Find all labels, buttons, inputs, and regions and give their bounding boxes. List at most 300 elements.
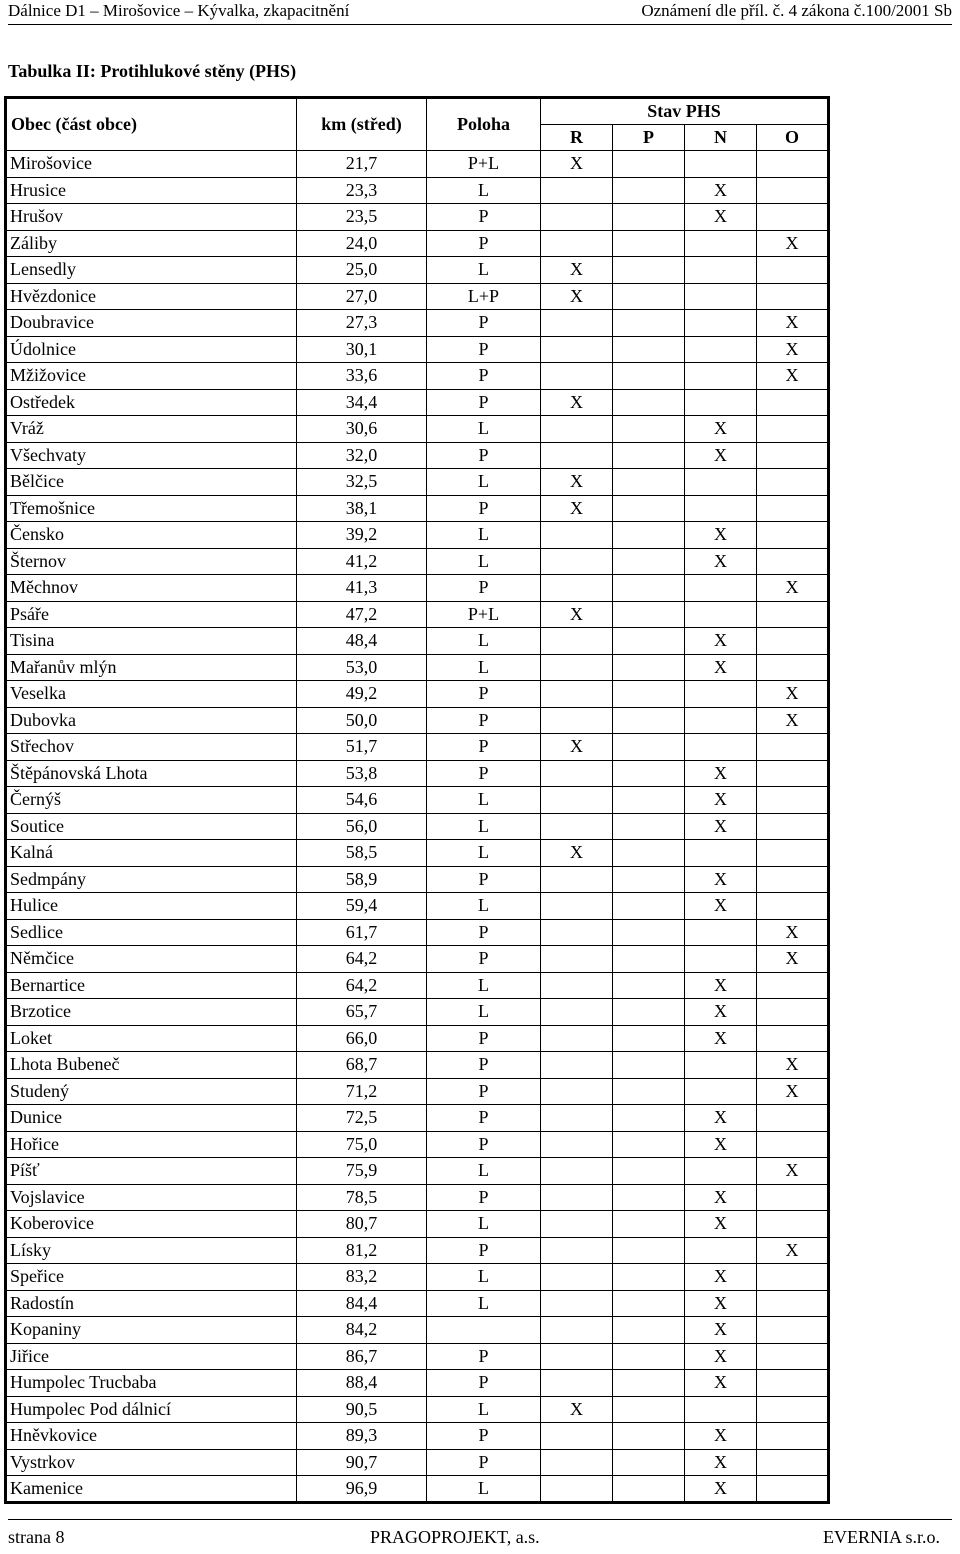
cell-km: 89,3	[297, 1423, 427, 1450]
cell-poloha: P	[427, 866, 541, 893]
cell-stav-n	[685, 575, 757, 602]
cell-obec: Černýš	[6, 787, 297, 814]
cell-stav-p	[613, 1078, 685, 1105]
cell-stav-n	[685, 1237, 757, 1264]
cell-stav-n	[685, 495, 757, 522]
cell-stav-o	[757, 1396, 829, 1423]
cell-obec: Štěpánovská Lhota	[6, 760, 297, 787]
cell-stav-r	[541, 681, 613, 708]
table-body	[6, 151, 829, 1503]
cell-km: 53,8	[297, 760, 427, 787]
cell-stav-n	[685, 389, 757, 416]
cell-obec: Loket	[6, 1025, 297, 1052]
cell-poloha: P	[427, 442, 541, 469]
cell-poloha: L	[427, 522, 541, 549]
cell-stav-n	[685, 283, 757, 310]
cell-stav-p	[613, 1211, 685, 1238]
cell-stav-o	[757, 1370, 829, 1397]
cell-stav-r	[541, 1423, 613, 1450]
cell-km: 72,5	[297, 1105, 427, 1132]
cell-poloha: P	[427, 204, 541, 231]
table-row	[6, 893, 829, 920]
cell-stav-n: X	[685, 1449, 757, 1476]
cell-obec: Vojslavice	[6, 1184, 297, 1211]
cell-stav-n	[685, 919, 757, 946]
cell-stav-r	[541, 1317, 613, 1344]
cell-obec: Brzotice	[6, 999, 297, 1026]
cell-stav-o	[757, 442, 829, 469]
cell-poloha: L	[427, 1158, 541, 1185]
cell-stav-o: X	[757, 707, 829, 734]
cell-stav-r: X	[541, 283, 613, 310]
cell-stav-o	[757, 893, 829, 920]
cell-poloha: L+P	[427, 283, 541, 310]
cell-stav-r	[541, 1211, 613, 1238]
footer-company-center: PRAGOPROJEKT, a.s.	[370, 1527, 540, 1547]
cell-stav-p	[613, 230, 685, 257]
cell-poloha: P	[427, 230, 541, 257]
table-row	[6, 999, 829, 1026]
cell-obec: Kamenice	[6, 1476, 297, 1503]
cell-poloha: L	[427, 840, 541, 867]
table-row	[6, 628, 829, 655]
cell-stav-o	[757, 1290, 829, 1317]
cell-stav-n	[685, 257, 757, 284]
cell-stav-n: X	[685, 893, 757, 920]
table-row	[6, 257, 829, 284]
cell-stav-p	[613, 283, 685, 310]
cell-km: 38,1	[297, 495, 427, 522]
cell-poloha: L	[427, 628, 541, 655]
cell-stav-r	[541, 1264, 613, 1291]
cell-km: 81,2	[297, 1237, 427, 1264]
cell-poloha: P	[427, 1184, 541, 1211]
table-row	[6, 336, 829, 363]
cell-poloha: P	[427, 495, 541, 522]
cell-stav-p	[613, 1370, 685, 1397]
table-row	[6, 522, 829, 549]
cell-stav-o: X	[757, 946, 829, 973]
cell-stav-p	[613, 1131, 685, 1158]
cell-stav-o: X	[757, 1237, 829, 1264]
cell-stav-n: X	[685, 1264, 757, 1291]
cell-stav-n	[685, 336, 757, 363]
cell-obec: Němčice	[6, 946, 297, 973]
cell-stav-r: X	[541, 601, 613, 628]
header-left-text: Dálnice D1 – Mirošovice – Kývalka, zkapacitnění	[8, 1, 350, 20]
table-row	[6, 1423, 829, 1450]
cell-km: 75,0	[297, 1131, 427, 1158]
cell-km: 68,7	[297, 1052, 427, 1079]
cell-stav-p	[613, 919, 685, 946]
cell-obec: Všechvaty	[6, 442, 297, 469]
cell-obec: Mžižovice	[6, 363, 297, 390]
table-row	[6, 1370, 829, 1397]
table-row	[6, 787, 829, 814]
cell-obec: Třemošnice	[6, 495, 297, 522]
cell-stav-p	[613, 601, 685, 628]
cell-stav-r	[541, 1078, 613, 1105]
cell-stav-p	[613, 1105, 685, 1132]
table-row	[6, 416, 829, 443]
table-row	[6, 840, 829, 867]
cell-stav-p	[613, 257, 685, 284]
col-header-poloha: Poloha	[427, 98, 541, 151]
cell-stav-o	[757, 1343, 829, 1370]
cell-stav-r	[541, 522, 613, 549]
table-row	[6, 151, 829, 178]
col-header-o: O	[757, 124, 829, 151]
table-row	[6, 469, 829, 496]
table-row	[6, 548, 829, 575]
cell-obec: Lísky	[6, 1237, 297, 1264]
table-title: Tabulka II: Protihlukové stěny (PHS)	[8, 61, 297, 81]
cell-poloha: L	[427, 1264, 541, 1291]
cell-km: 75,9	[297, 1158, 427, 1185]
cell-stav-o	[757, 1131, 829, 1158]
cell-stav-p	[613, 1396, 685, 1423]
cell-stav-o	[757, 548, 829, 575]
cell-km: 53,0	[297, 654, 427, 681]
table-row	[6, 1211, 829, 1238]
cell-km: 30,6	[297, 416, 427, 443]
cell-stav-r	[541, 548, 613, 575]
cell-poloha: L	[427, 1476, 541, 1503]
cell-km: 27,0	[297, 283, 427, 310]
cell-km: 96,9	[297, 1476, 427, 1503]
table-row	[6, 946, 829, 973]
table-row	[6, 1317, 829, 1344]
cell-stav-o	[757, 416, 829, 443]
cell-stav-r: X	[541, 1396, 613, 1423]
cell-km: 24,0	[297, 230, 427, 257]
cell-stav-r	[541, 230, 613, 257]
cell-obec: Humpolec Pod dálnicí	[6, 1396, 297, 1423]
cell-obec: Píšť	[6, 1158, 297, 1185]
footer-company-right: EVERNIA s.r.o.	[823, 1527, 940, 1547]
cell-km: 54,6	[297, 787, 427, 814]
table-row	[6, 866, 829, 893]
cell-km: 25,0	[297, 257, 427, 284]
cell-stav-n	[685, 1396, 757, 1423]
cell-stav-n: X	[685, 760, 757, 787]
cell-obec: Mirošovice	[6, 151, 297, 178]
table-row	[6, 283, 829, 310]
cell-stav-r	[541, 1158, 613, 1185]
cell-obec: Čensko	[6, 522, 297, 549]
cell-obec: Dunice	[6, 1105, 297, 1132]
cell-stav-r	[541, 1184, 613, 1211]
cell-stav-p	[613, 1476, 685, 1503]
cell-stav-o	[757, 866, 829, 893]
table-row	[6, 601, 829, 628]
cell-stav-o	[757, 601, 829, 628]
cell-stav-p	[613, 310, 685, 337]
cell-stav-o	[757, 283, 829, 310]
cell-stav-o	[757, 1449, 829, 1476]
cell-km: 21,7	[297, 151, 427, 178]
table-row	[6, 575, 829, 602]
cell-km: 78,5	[297, 1184, 427, 1211]
table-row	[6, 389, 829, 416]
cell-stav-n: X	[685, 1211, 757, 1238]
table-row	[6, 972, 829, 999]
col-header-stav: Stav PHS	[541, 98, 829, 125]
cell-obec: Radostín	[6, 1290, 297, 1317]
cell-stav-r	[541, 760, 613, 787]
cell-stav-r	[541, 654, 613, 681]
cell-km: 47,2	[297, 601, 427, 628]
table-row	[6, 1105, 829, 1132]
cell-poloha: P	[427, 336, 541, 363]
cell-obec: Lensedly	[6, 257, 297, 284]
cell-poloha: L	[427, 177, 541, 204]
cell-km: 51,7	[297, 734, 427, 761]
cell-stav-o	[757, 628, 829, 655]
cell-stav-n	[685, 946, 757, 973]
cell-poloha: L	[427, 787, 541, 814]
cell-stav-o	[757, 1184, 829, 1211]
cell-obec: Tisina	[6, 628, 297, 655]
cell-stav-o	[757, 1317, 829, 1344]
cell-obec: Vystrkov	[6, 1449, 297, 1476]
cell-km: 30,1	[297, 336, 427, 363]
cell-stav-n	[685, 681, 757, 708]
cell-stav-p	[613, 575, 685, 602]
cell-km: 48,4	[297, 628, 427, 655]
cell-obec: Hulice	[6, 893, 297, 920]
table-row	[6, 813, 829, 840]
cell-obec: Hrusice	[6, 177, 297, 204]
table-header-row-top	[6, 98, 829, 125]
cell-obec: Sedlice	[6, 919, 297, 946]
cell-stav-p	[613, 151, 685, 178]
cell-stav-p	[613, 363, 685, 390]
table-row	[6, 1476, 829, 1503]
cell-stav-p	[613, 469, 685, 496]
table-row	[6, 442, 829, 469]
cell-stav-p	[613, 707, 685, 734]
cell-stav-r	[541, 787, 613, 814]
cell-stav-n: X	[685, 628, 757, 655]
cell-obec: Sedmpány	[6, 866, 297, 893]
cell-stav-r	[541, 177, 613, 204]
cell-stav-o: X	[757, 1158, 829, 1185]
cell-stav-r	[541, 1131, 613, 1158]
cell-stav-n: X	[685, 1290, 757, 1317]
cell-stav-o	[757, 469, 829, 496]
cell-obec: Koberovice	[6, 1211, 297, 1238]
cell-stav-n: X	[685, 787, 757, 814]
cell-stav-r	[541, 628, 613, 655]
cell-stav-p	[613, 389, 685, 416]
cell-stav-o	[757, 734, 829, 761]
cell-poloha: P	[427, 919, 541, 946]
table-row	[6, 1158, 829, 1185]
cell-km: 50,0	[297, 707, 427, 734]
cell-poloha: P	[427, 1078, 541, 1105]
cell-obec: Bernartice	[6, 972, 297, 999]
table-row	[6, 230, 829, 257]
cell-obec: Hněvkovice	[6, 1423, 297, 1450]
cell-stav-p	[613, 495, 685, 522]
cell-obec: Šternov	[6, 548, 297, 575]
cell-stav-r	[541, 1370, 613, 1397]
cell-stav-n	[685, 840, 757, 867]
cell-stav-o	[757, 389, 829, 416]
cell-stav-r: X	[541, 734, 613, 761]
table-row	[6, 734, 829, 761]
cell-stav-o	[757, 787, 829, 814]
cell-stav-n	[685, 707, 757, 734]
cell-km: 88,4	[297, 1370, 427, 1397]
cell-stav-n: X	[685, 1343, 757, 1370]
cell-poloha: P	[427, 760, 541, 787]
cell-stav-n: X	[685, 972, 757, 999]
cell-stav-r	[541, 363, 613, 390]
col-header-r: R	[541, 124, 613, 151]
cell-stav-p	[613, 1343, 685, 1370]
cell-stav-o	[757, 654, 829, 681]
cell-stav-o	[757, 177, 829, 204]
cell-stav-o	[757, 1423, 829, 1450]
cell-stav-o	[757, 1264, 829, 1291]
table-row	[6, 919, 829, 946]
cell-stav-r	[541, 972, 613, 999]
cell-stav-r	[541, 866, 613, 893]
cell-km: 83,2	[297, 1264, 427, 1291]
cell-stav-n	[685, 469, 757, 496]
cell-poloha: P	[427, 1449, 541, 1476]
cell-stav-o	[757, 840, 829, 867]
cell-stav-n: X	[685, 999, 757, 1026]
cell-stav-o: X	[757, 575, 829, 602]
cell-stav-o: X	[757, 1052, 829, 1079]
cell-stav-n: X	[685, 813, 757, 840]
cell-stav-n	[685, 230, 757, 257]
cell-stav-r: X	[541, 469, 613, 496]
table-row	[6, 1449, 829, 1476]
cell-poloha: P	[427, 681, 541, 708]
cell-poloha: L	[427, 972, 541, 999]
cell-stav-n	[685, 601, 757, 628]
table-row	[6, 760, 829, 787]
cell-stav-r	[541, 416, 613, 443]
cell-poloha: L	[427, 893, 541, 920]
cell-poloha: L	[427, 416, 541, 443]
cell-stav-p	[613, 204, 685, 231]
table-row	[6, 1025, 829, 1052]
table-row	[6, 654, 829, 681]
cell-stav-p	[613, 1423, 685, 1450]
cell-obec: Hořice	[6, 1131, 297, 1158]
cell-stav-o	[757, 495, 829, 522]
cell-stav-n	[685, 310, 757, 337]
noise-barrier-table	[4, 96, 830, 1504]
cell-stav-p	[613, 946, 685, 973]
cell-stav-p	[613, 893, 685, 920]
cell-stav-r	[541, 575, 613, 602]
cell-stav-p	[613, 522, 685, 549]
cell-obec: Speřice	[6, 1264, 297, 1291]
cell-obec: Lhota Bubeneč	[6, 1052, 297, 1079]
cell-stav-r	[541, 1343, 613, 1370]
table-row	[6, 1264, 829, 1291]
cell-stav-p	[613, 760, 685, 787]
cell-obec: Soutice	[6, 813, 297, 840]
footer-page-number: strana 8	[8, 1527, 65, 1547]
cell-stav-o: X	[757, 1078, 829, 1105]
cell-stav-r	[541, 1105, 613, 1132]
cell-poloha: L	[427, 1211, 541, 1238]
cell-obec: Veselka	[6, 681, 297, 708]
cell-km: 64,2	[297, 972, 427, 999]
table-row	[6, 681, 829, 708]
table-row	[6, 177, 829, 204]
cell-stav-r: X	[541, 840, 613, 867]
cell-stav-n	[685, 1158, 757, 1185]
cell-obec: Hvězdonice	[6, 283, 297, 310]
col-header-obec: Obec (část obce)	[6, 98, 297, 151]
cell-stav-p	[613, 866, 685, 893]
cell-obec: Doubravice	[6, 310, 297, 337]
cell-km: 80,7	[297, 1211, 427, 1238]
table-row	[6, 1290, 829, 1317]
table-row	[6, 363, 829, 390]
cell-poloha: L	[427, 999, 541, 1026]
table-row	[6, 1052, 829, 1079]
page-header	[8, 0, 952, 25]
cell-stav-p	[613, 1290, 685, 1317]
cell-km: 61,7	[297, 919, 427, 946]
cell-km: 65,7	[297, 999, 427, 1026]
cell-poloha: L	[427, 813, 541, 840]
cell-stav-n: X	[685, 1423, 757, 1450]
cell-stav-p	[613, 999, 685, 1026]
cell-stav-o: X	[757, 363, 829, 390]
cell-stav-p	[613, 1052, 685, 1079]
cell-stav-o	[757, 813, 829, 840]
cell-obec: Humpolec Trucbaba	[6, 1370, 297, 1397]
cell-stav-p	[613, 840, 685, 867]
cell-stav-o: X	[757, 230, 829, 257]
cell-poloha: P	[427, 1105, 541, 1132]
cell-stav-p	[613, 654, 685, 681]
cell-stav-r	[541, 919, 613, 946]
cell-km: 66,0	[297, 1025, 427, 1052]
cell-obec: Studený	[6, 1078, 297, 1105]
cell-km: 34,4	[297, 389, 427, 416]
cell-km: 59,4	[297, 893, 427, 920]
cell-km: 39,2	[297, 522, 427, 549]
cell-stav-n: X	[685, 548, 757, 575]
cell-km: 23,5	[297, 204, 427, 231]
cell-stav-n	[685, 1078, 757, 1105]
cell-stav-r	[541, 707, 613, 734]
cell-poloha: L	[427, 1396, 541, 1423]
cell-stav-n	[685, 1052, 757, 1079]
cell-poloha: L	[427, 257, 541, 284]
cell-poloha: P+L	[427, 151, 541, 178]
cell-poloha: L	[427, 654, 541, 681]
table-row	[6, 1343, 829, 1370]
cell-stav-o	[757, 204, 829, 231]
cell-stav-o: X	[757, 336, 829, 363]
cell-obec: Kopaniny	[6, 1317, 297, 1344]
cell-poloha	[427, 1317, 541, 1344]
cell-stav-p	[613, 681, 685, 708]
cell-stav-r	[541, 1290, 613, 1317]
